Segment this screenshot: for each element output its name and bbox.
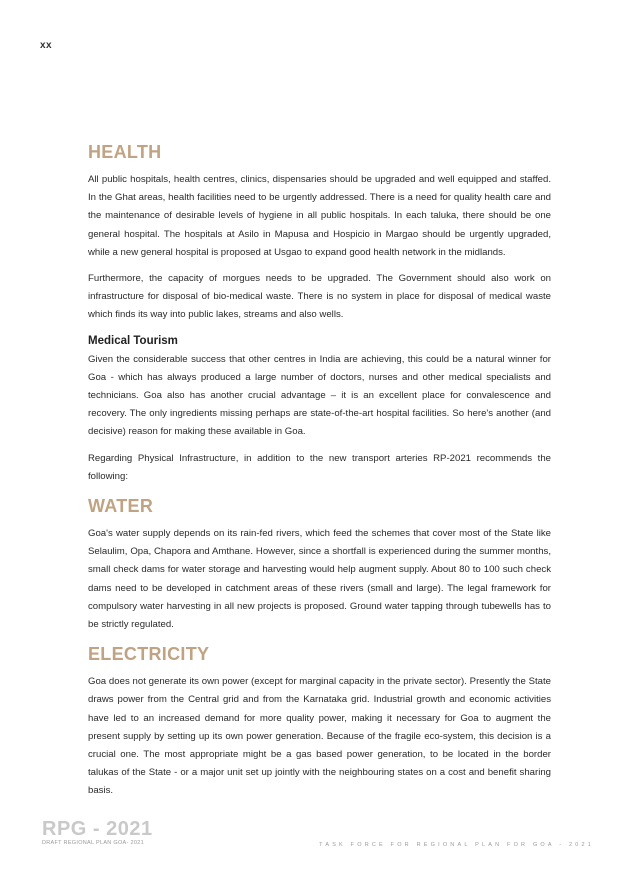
- main-content: [88, 140, 551, 809]
- health-heading: HEALTH: [88, 142, 162, 162]
- footer-tagline: DRAFT REGIONAL PLAN GOA- 2021: [42, 840, 144, 846]
- page-number: xx: [40, 40, 53, 51]
- electricity-heading: ELECTRICITY: [88, 644, 210, 665]
- medical-tourism-paragraph-2: Regarding Physical Infrastructure, in addition to the new transport arteries RP-2021 recommends the following:: [88, 452, 551, 482]
- footer-brand: RPG - 2021: [42, 818, 153, 840]
- footer-logo: [42, 819, 153, 846]
- electricity-paragraph-1: Goa does not generate its own power (except for marginal capacity in the private sector). Presently the State draws power from the Central grid and from the Karnataka grid. Industrial growth and economic activities have led to an increased demand for more quality power, making it necessary for Goa to augment the present supply by setting up its own power generation. Because of the fragile eco-system, this decision is a crucial one. The most appropriate might be a gas based power generation, to be located in the border talukas of the State - or a major unit set up jointly with the neighbouring states on a cost and benefit sharing basis.: [88, 676, 551, 797]
- health-paragraph-1: All public hospitals, health centres, clinics, dispensaries should be upgraded and well equipped and staffed. In the Ghat areas, health facilities need to be urgently addressed. There is a need for quality health care and the maintenance of desirable levels of hygiene in all public hospitals. In each taluka, there should be one general hospital. The hospitals at Asilo in Mapusa and Hospicio in Margao should be urgently upgraded, while a new general hospital is proposed at Usgao to expand good health network in the midlands.: [88, 174, 551, 258]
- water-heading: WATER: [88, 496, 154, 517]
- medical-tourism-paragraph-1: Given the considerable success that other centres in India are achieving, this could be a natural winner for Goa - which has always produced a large number of doctors, nurses and other medical specialists and technicians. Goa also has another crucial advantage – it is an excellent place for convalescence and recovery. The only ingredients missing perhaps are state-of-the-art hospital facilities. So here's another (and decisive) reason for making these available in Goa.: [88, 353, 551, 438]
- medical-tourism-heading: Medical Tourism: [88, 334, 178, 347]
- water-paragraph-1: Goa's water supply depends on its rain-fed rivers, which feed the schemes that cover most of the State like Selaulim, Opa, Chapora and Amthane. However, since a shortfall is experienced during the summer months, small check dams for water storage and harvesting would help augment supply. About 80 to 100 such check dams need to be developed in catchment areas of these rivers (small and large). The legal framework for compulsory water harvesting in all new projects is proposed. Ground water tapping through tubewells has to be strictly regulated.: [88, 528, 551, 631]
- footer-running-title: TASK FORCE FOR REGIONAL PLAN FOR GOA - 2021: [319, 842, 594, 848]
- health-paragraph-2: Furthermore, the capacity of morgues needs to be upgraded. The Government should also work on infrastructure for disposal of bio-medical waste. There is no system in place for disposal of medical waste which finds its way into public lakes, streams and also wells.: [88, 273, 551, 321]
